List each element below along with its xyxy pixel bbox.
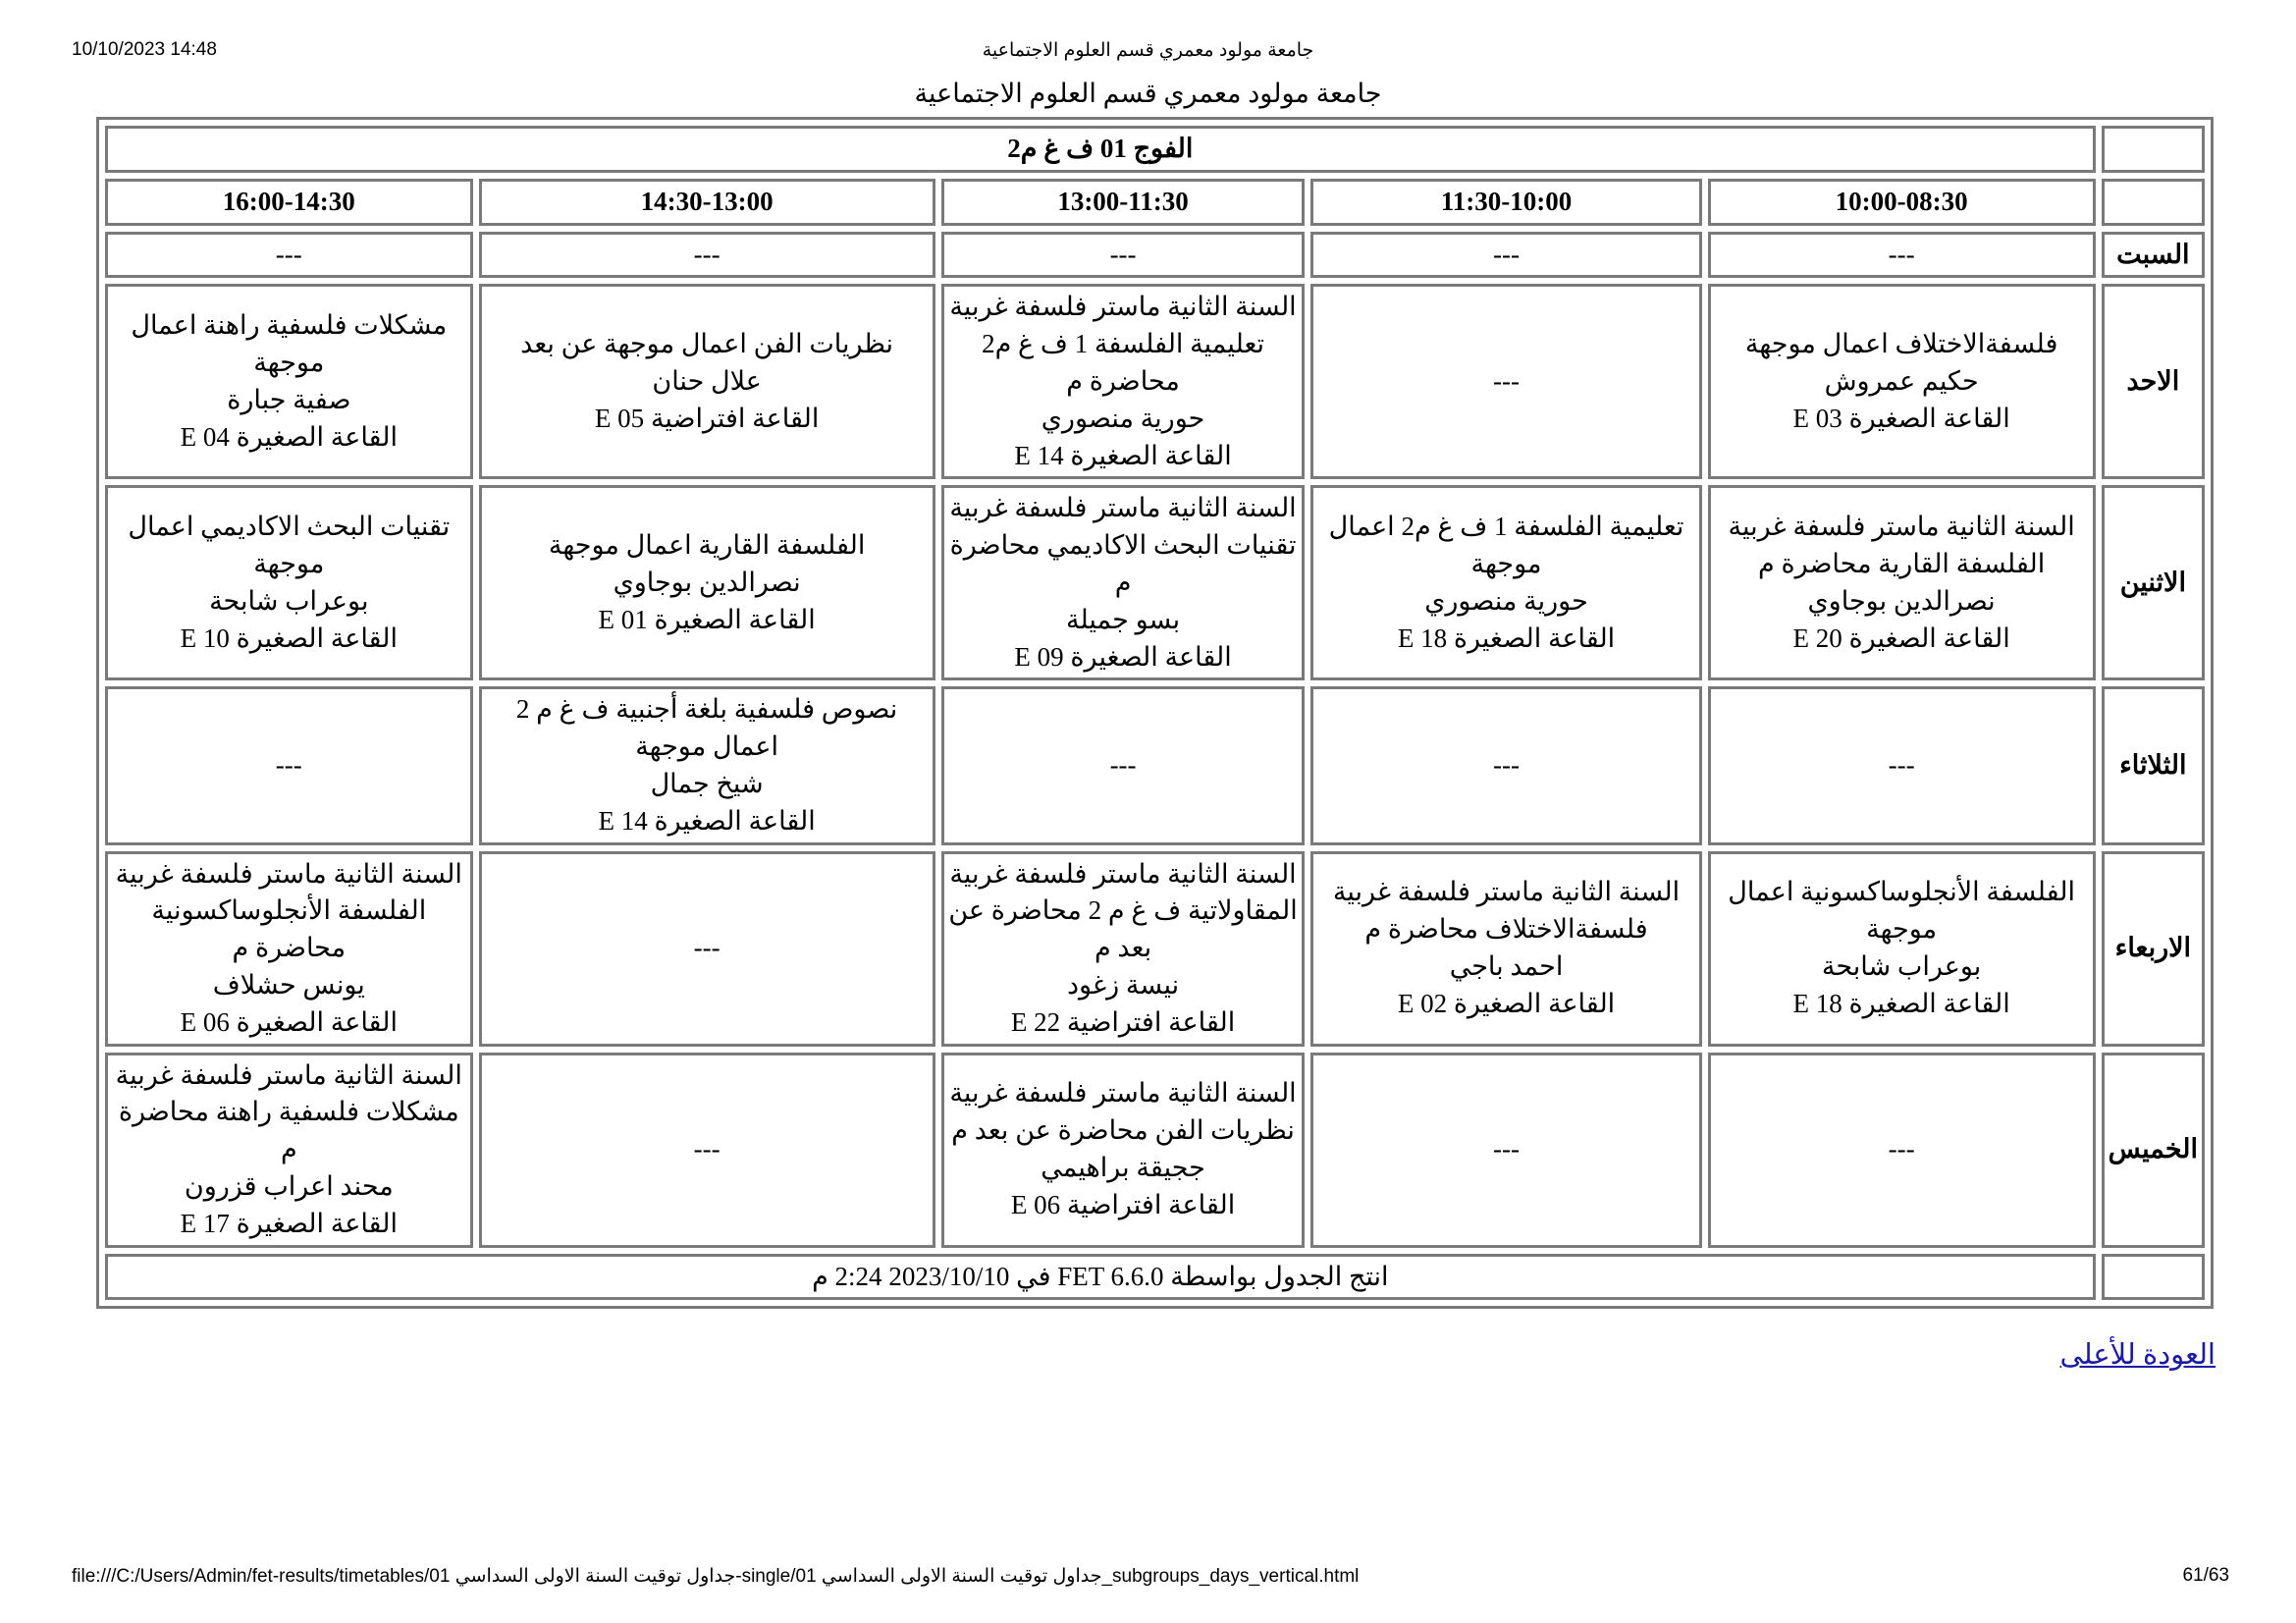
- cell-line: تعليمية الفلسفة 1 ف غ م2 محاضرة م: [982, 329, 1265, 396]
- cell-line: فلسفةالاختلاف محاضرة م: [1364, 914, 1648, 945]
- cell-line: يونس حشلاف: [212, 969, 365, 1000]
- cell-line: محند اعراب قزرون: [184, 1170, 394, 1201]
- timetable-cell: [1310, 1053, 1701, 1248]
- timetable-cell: [105, 485, 473, 680]
- timetable-cell: [941, 485, 1306, 680]
- cell-line: نصرالدين بوجاوي: [613, 567, 801, 597]
- cell-line: ---: [275, 239, 302, 269]
- cell-line: شيخ جمال: [650, 768, 764, 798]
- cell-line: بوعراب شابحة: [209, 585, 369, 616]
- cell-line: بوعراب شابحة: [1821, 951, 1982, 982]
- timetable-cell: [479, 232, 935, 279]
- cell-line: حورية منصوري: [1424, 585, 1588, 616]
- cell-line: الفلسفة القارية اعمال موجهة: [548, 530, 866, 561]
- timetable-body: [105, 232, 2205, 1248]
- cell-line: حورية منصوري: [1041, 403, 1205, 433]
- day-row: [105, 1053, 2205, 1248]
- cell-line: القاعة الصغيرة 20 E: [1792, 622, 2010, 653]
- cell-line: ---: [1493, 1134, 1521, 1164]
- cell-line: السنة الثانية ماستر فلسفة غربية: [949, 1078, 1297, 1109]
- time-slot-header: 10:00-08:30: [1708, 179, 2096, 226]
- cell-line: تقنيات البحث الاكاديمي اعمال موجهة: [128, 512, 451, 579]
- timetable-cell: [941, 851, 1306, 1047]
- time-slot-header: 11:30-10:00: [1310, 179, 1701, 226]
- cell-line: الفلسفة الأنجلوساكسونية محاضرة م: [151, 895, 427, 963]
- cell-line: تعليمية الفلسفة 1 ف غ م2 اعمال موجهة: [1328, 512, 1684, 579]
- corner-cell: [2102, 179, 2205, 226]
- cell-line: ---: [693, 933, 721, 963]
- cell-line: نيسة زغود: [1067, 969, 1180, 1000]
- day-label: الخميس: [2102, 1053, 2205, 1248]
- day-row: [105, 485, 2205, 680]
- timetable-cell: [1310, 851, 1701, 1047]
- cell-line: ججيقة براهيمي: [1041, 1153, 1205, 1183]
- cell-line: ---: [1493, 750, 1521, 781]
- cell-line: بسو جميلة: [1065, 604, 1181, 634]
- cell-line: الفلسفة الأنجلوساكسونية اعمال موجهة: [1728, 877, 2075, 945]
- cell-line: القاعة افتراضية 05 E: [594, 403, 820, 433]
- footer-row: [105, 1254, 2205, 1301]
- cell-line: السنة الثانية ماستر فلسفة غربية: [1332, 877, 1681, 907]
- timetable-cell: [479, 1053, 935, 1248]
- print-footer-path: file:///C:/Users/Admin/fet-results/timetables/01 جداول توقيت السنة الاولى السداسي-single/01 جداول توقيت السنة الاولى السداسي_subgroups_days_vertical.html: [72, 1566, 1360, 1587]
- day-row: [105, 686, 2205, 844]
- day-row: [105, 851, 2205, 1047]
- timetable-cell: [1708, 851, 2096, 1047]
- time-slot-header: 13:00-11:30: [941, 179, 1306, 226]
- day-label: الاحد: [2102, 284, 2205, 479]
- timetable-cell: [1708, 485, 2096, 680]
- group-title: الفوج 01 ف غ م2: [105, 126, 2096, 173]
- cell-line: القاعة الصغيرة 03 E: [1792, 403, 2010, 433]
- cell-line: ---: [1888, 750, 1915, 781]
- day-label: الاربعاء: [2102, 851, 2205, 1047]
- back-to-top-link[interactable]: العودة للأعلى: [2059, 1339, 2216, 1371]
- cell-line: القاعة الصغيرة 06 E: [180, 1006, 398, 1037]
- day-row: [105, 284, 2205, 479]
- cell-line: نصوص فلسفية بلغة أجنبية ف غ م 2 اعمال موجهة: [515, 694, 898, 762]
- timetable-cell: [1708, 686, 2096, 844]
- slot-header-row: [105, 179, 2205, 226]
- timetable-cell: [105, 232, 473, 279]
- cell-line: فلسفةالاختلاف اعمال موجهة: [1744, 329, 2058, 359]
- time-slot-header: 16:00-14:30: [105, 179, 473, 226]
- cell-line: القاعة افتراضية 22 E: [1010, 1006, 1236, 1037]
- cell-line: احمد باجي: [1449, 951, 1564, 982]
- day-label: الاثنين: [2102, 485, 2205, 680]
- time-slot-header: 14:30-13:00: [479, 179, 935, 226]
- corner-cell: [2102, 126, 2205, 173]
- cell-line: ---: [1493, 239, 1521, 269]
- timetable-cell: [1708, 1053, 2096, 1248]
- cell-line: القاعة الصغيرة 18 E: [1397, 622, 1616, 653]
- cell-line: القاعة الصغيرة 01 E: [598, 604, 816, 634]
- cell-line: السنة الثانية ماستر فلسفة غربية: [949, 858, 1297, 889]
- timetable-cell: [479, 686, 935, 844]
- print-header-title: جامعة مولود معمري قسم العلوم الاجتماعية: [982, 40, 1314, 61]
- timetable-cell: [105, 284, 473, 479]
- timetable-cell: [105, 686, 473, 844]
- timetable-cell: [1310, 485, 1701, 680]
- cell-line: مشكلات فلسفية راهنة محاضرة م: [118, 1097, 459, 1164]
- cell-line: ---: [1888, 1134, 1915, 1164]
- cell-line: تقنيات البحث الاكاديمي محاضرة م: [949, 530, 1297, 597]
- timetable-cell: [941, 232, 1306, 279]
- cell-line: ---: [1888, 239, 1915, 269]
- timetable-cell: [1310, 284, 1701, 479]
- generated-by-note: انتج الجدول بواسطة FET 6.6.0 في 2023/10/10 2:24 م: [105, 1254, 2096, 1301]
- corner-cell: [2102, 1254, 2205, 1301]
- cell-line: القاعة الصغيرة 10 E: [180, 622, 398, 653]
- timetable-cell: [479, 284, 935, 479]
- page-title: جامعة مولود معمري قسم العلوم الاجتماعية: [914, 79, 1382, 108]
- timetable-cell: [941, 1053, 1306, 1248]
- cell-line: ---: [1493, 365, 1521, 396]
- timetable-cell: [941, 686, 1306, 844]
- timetable-cell: [105, 851, 473, 1047]
- cell-line: المقاولاتية ف غ م 2 محاضرة عن بعد م: [948, 895, 1298, 963]
- group-row: [105, 126, 2205, 173]
- cell-line: نصرالدين بوجاوي: [1807, 585, 1996, 616]
- cell-line: نظريات الفن محاضرة عن بعد م: [951, 1115, 1295, 1146]
- cell-line: ---: [1109, 239, 1137, 269]
- day-label: السبت: [2102, 232, 2205, 279]
- cell-line: السنة الثانية ماستر فلسفة غربية: [949, 493, 1297, 523]
- cell-line: السنة الثانية ماستر فلسفة غربية: [949, 292, 1297, 322]
- print-header-datetime: 10/10/2023 14:48: [72, 39, 217, 60]
- cell-line: ---: [693, 1134, 721, 1164]
- cell-line: القاعة الصغيرة 18 E: [1792, 988, 2010, 1018]
- cell-line: السنة الثانية ماستر فلسفة غربية: [1728, 512, 2075, 542]
- timetable-cell: [1310, 232, 1701, 279]
- print-footer-page-number: 61/63: [2182, 1565, 2229, 1586]
- timetable-cell: [1708, 232, 2096, 279]
- cell-line: علال حنان: [652, 365, 762, 396]
- timetable-cell: [1310, 686, 1701, 844]
- timetable-cell: [479, 485, 935, 680]
- cell-line: ---: [275, 750, 302, 781]
- cell-line: ---: [693, 239, 721, 269]
- cell-line: القاعة الصغيرة 14 E: [598, 805, 816, 836]
- cell-line: نظريات الفن اعمال موجهة عن بعد: [520, 329, 894, 359]
- timetable-cell: [479, 851, 935, 1047]
- cell-line: القاعة الصغيرة 04 E: [180, 421, 398, 452]
- cell-line: القاعة الصغيرة 17 E: [180, 1208, 398, 1238]
- cell-line: السنة الثانية ماستر فلسفة غربية: [115, 858, 462, 889]
- cell-line: الفلسفة القارية محاضرة م: [1757, 549, 2046, 579]
- timetable-cell: [941, 284, 1306, 479]
- cell-line: القاعة الصغيرة 14 E: [1014, 440, 1232, 470]
- cell-line: صفية جبارة: [227, 384, 351, 414]
- cell-line: القاعة افتراضية 06 E: [1010, 1189, 1236, 1219]
- cell-line: القاعة الصغيرة 09 E: [1014, 641, 1232, 672]
- cell-line: ---: [1109, 750, 1137, 781]
- timetable: [96, 117, 2214, 1309]
- cell-line: السنة الثانية ماستر فلسفة غربية: [115, 1059, 462, 1090]
- day-row: [105, 232, 2205, 279]
- day-label: الثلاثاء: [2102, 686, 2205, 844]
- cell-line: مشكلات فلسفية راهنة اعمال موجهة: [131, 310, 448, 378]
- timetable-cell: [1708, 284, 2096, 479]
- cell-line: القاعة الصغيرة 02 E: [1397, 988, 1616, 1018]
- cell-line: حكيم عمروش: [1824, 365, 1979, 396]
- timetable-cell: [105, 1053, 473, 1248]
